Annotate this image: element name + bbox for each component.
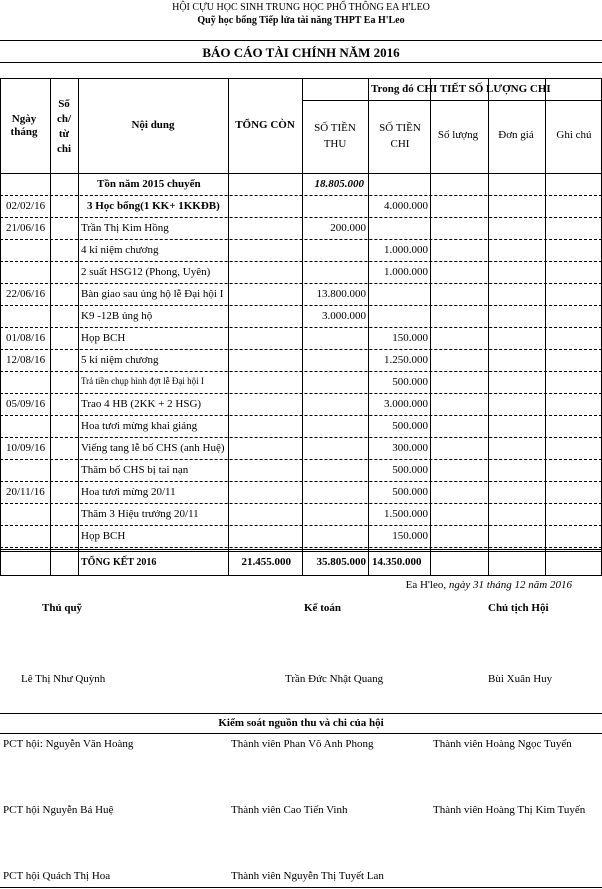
col-header-date: Ngày tháng xyxy=(10,113,38,138)
row-expense: 4.000.000 xyxy=(384,200,428,212)
table-rule xyxy=(0,575,602,576)
row-separator xyxy=(0,305,602,306)
col-header-note: Ghi chú xyxy=(556,129,592,141)
row-separator xyxy=(0,503,602,504)
row-separator xyxy=(0,217,602,218)
table-rule xyxy=(0,62,602,63)
col-header-content: Nội dung xyxy=(131,119,175,131)
row-income: 18.805.000 xyxy=(314,178,364,190)
control-member: Thành viên Cao Tiến Vinh xyxy=(231,804,348,816)
place-label: Ea H'leo, xyxy=(405,579,449,591)
control-member: Thành viên Hoàng Ngọc Tuyến xyxy=(433,738,572,750)
row-income: 13.800.000 xyxy=(316,288,366,300)
total-expense: 14.350.000 xyxy=(372,556,422,568)
control-member: PCT hội: Nguyễn Văn Hoàng xyxy=(3,738,134,750)
row-expense: 3.000.000 xyxy=(384,398,428,410)
table-rule xyxy=(0,173,602,174)
row-expense: 1.000.000 xyxy=(384,244,428,256)
place-date xyxy=(406,579,572,591)
row-separator xyxy=(0,261,602,262)
col-header-expense: SỐ TIỀN CHI xyxy=(379,122,421,150)
table-rule xyxy=(302,100,602,101)
row-separator xyxy=(0,459,602,460)
total-income: 35.805.000 xyxy=(316,556,366,568)
row-separator xyxy=(0,525,602,526)
row-content: Họp BCH xyxy=(81,530,126,542)
row-expense: 1.500.000 xyxy=(384,508,428,520)
control-member: PCT hội Quách Thị Hoa xyxy=(3,870,111,882)
organization-name: HỘI CỰU HỌC SINH TRUNG HỌC PHỔ THÔNG EA H'LEO xyxy=(172,2,430,13)
row-date: 02/02/16 xyxy=(6,200,46,212)
row-expense: 300.000 xyxy=(392,442,428,454)
col-header-group: Trong đó CHI TIẾT SỐ LƯỢNG CHI xyxy=(371,83,551,95)
row-separator xyxy=(0,371,602,372)
control-title: Kiểm soát nguồn thu và chi của hội xyxy=(218,717,384,729)
col-header-voucher: Số ch/ từ chi xyxy=(56,98,72,155)
total-label: TỔNG KẾT 2016 xyxy=(81,557,157,568)
row-separator xyxy=(0,195,602,196)
row-date: 10/09/16 xyxy=(6,442,46,454)
row-content: 3 Học bổng(1 KK+ 1KKĐB) xyxy=(87,200,220,212)
control-member: Thành viên Hoàng Thị Kim Tuyến xyxy=(433,804,586,816)
row-income: 200.000 xyxy=(330,222,366,234)
row-content: Thăm 3 Hiệu trưởng 20/11 xyxy=(81,508,199,520)
control-member: Thành viên Phan Võ Anh Phong xyxy=(231,738,374,750)
table-rule xyxy=(0,551,602,552)
table-rule xyxy=(0,40,602,41)
row-separator xyxy=(0,437,602,438)
col-header-balance: TỔNG CÒN xyxy=(235,119,295,131)
row-expense: 150.000 xyxy=(392,530,428,542)
accountant-name: Trần Đức Nhật Quang xyxy=(285,673,384,685)
row-content: Hoa tươi mừng 20/11 xyxy=(81,486,176,498)
table-rule xyxy=(0,549,602,550)
row-content: Họp BCH xyxy=(81,332,126,344)
row-expense: 500.000 xyxy=(392,420,428,432)
row-content: K9 -12B ủng hộ xyxy=(81,310,153,322)
row-income: 3.000.000 xyxy=(322,310,366,322)
row-separator xyxy=(0,283,602,284)
row-expense: 500.000 xyxy=(392,486,428,498)
row-separator xyxy=(0,481,602,482)
row-content: Thăm bố CHS bị tai nạn xyxy=(81,464,189,476)
row-content: 2 suất HSG12 (Phong, Uyên) xyxy=(81,266,211,278)
row-date: 21/06/16 xyxy=(6,222,46,234)
row-separator xyxy=(0,415,602,416)
row-date: 22/06/16 xyxy=(6,288,46,300)
accountant-role: Kế toán xyxy=(304,602,341,614)
row-content: 5 kỉ niệm chương xyxy=(81,354,159,366)
row-date: 20/11/16 xyxy=(6,486,45,498)
col-header-unit-price: Đơn giá xyxy=(498,129,534,141)
row-separator xyxy=(0,327,602,328)
row-content: Trao 4 HB (2KK + 2 HSG) xyxy=(81,398,202,410)
report-title: BÁO CÁO TÀI CHÍNH NĂM 2016 xyxy=(202,45,400,60)
row-separator xyxy=(0,239,602,240)
report-date: ngày 31 tháng 12 năm 2016 xyxy=(448,579,572,591)
total-balance: 21.455.000 xyxy=(241,556,291,568)
row-separator xyxy=(0,547,602,548)
row-content: Viếng tang lễ bố CHS (anh Huệ) xyxy=(81,442,225,454)
row-expense: 150.000 xyxy=(392,332,428,344)
row-expense: 1.250.000 xyxy=(384,354,428,366)
fund-name: Quỹ học bổng Tiếp lửa tài năng THPT Ea H'Leo xyxy=(197,15,405,26)
col-header-quantity: Số lượng xyxy=(437,129,479,141)
row-content: Tồn năm 2015 chuyển xyxy=(97,178,201,190)
row-date: 01/08/16 xyxy=(6,332,46,344)
row-separator xyxy=(0,393,602,394)
row-content: Trần Thị Kim Hồng xyxy=(81,222,169,234)
control-member: PCT hội Nguyễn Bá Huệ xyxy=(3,804,114,816)
chairman-name: Bùi Xuân Huy xyxy=(488,673,553,685)
row-content: Hoa tươi mừng khai giảng xyxy=(81,420,198,432)
row-expense: 500.000 xyxy=(392,376,428,388)
row-content: Trả tiền chụp hình đợt lễ Đại hội I xyxy=(81,376,204,386)
chairman-role: Chủ tịch Hội xyxy=(488,602,549,614)
row-content: 4 kỉ niệm chương xyxy=(81,244,159,256)
col-header-income: SỐ TIỀN THU xyxy=(314,122,356,150)
row-expense: 500.000 xyxy=(392,464,428,476)
table-rule xyxy=(0,78,602,79)
treasurer-role: Thủ quỹ xyxy=(42,602,83,614)
row-separator xyxy=(0,349,602,350)
row-expense: 1.000.000 xyxy=(384,266,428,278)
row-date: 12/08/16 xyxy=(6,354,46,366)
row-date: 05/09/16 xyxy=(6,398,46,410)
control-member: Thành viên Nguyễn Thị Tuyết Lan xyxy=(231,870,384,882)
row-content: Bàn giao sau ủng hộ lễ Đại hội I xyxy=(81,288,224,300)
treasurer-name: Lê Thị Như Quỳnh xyxy=(21,673,106,685)
